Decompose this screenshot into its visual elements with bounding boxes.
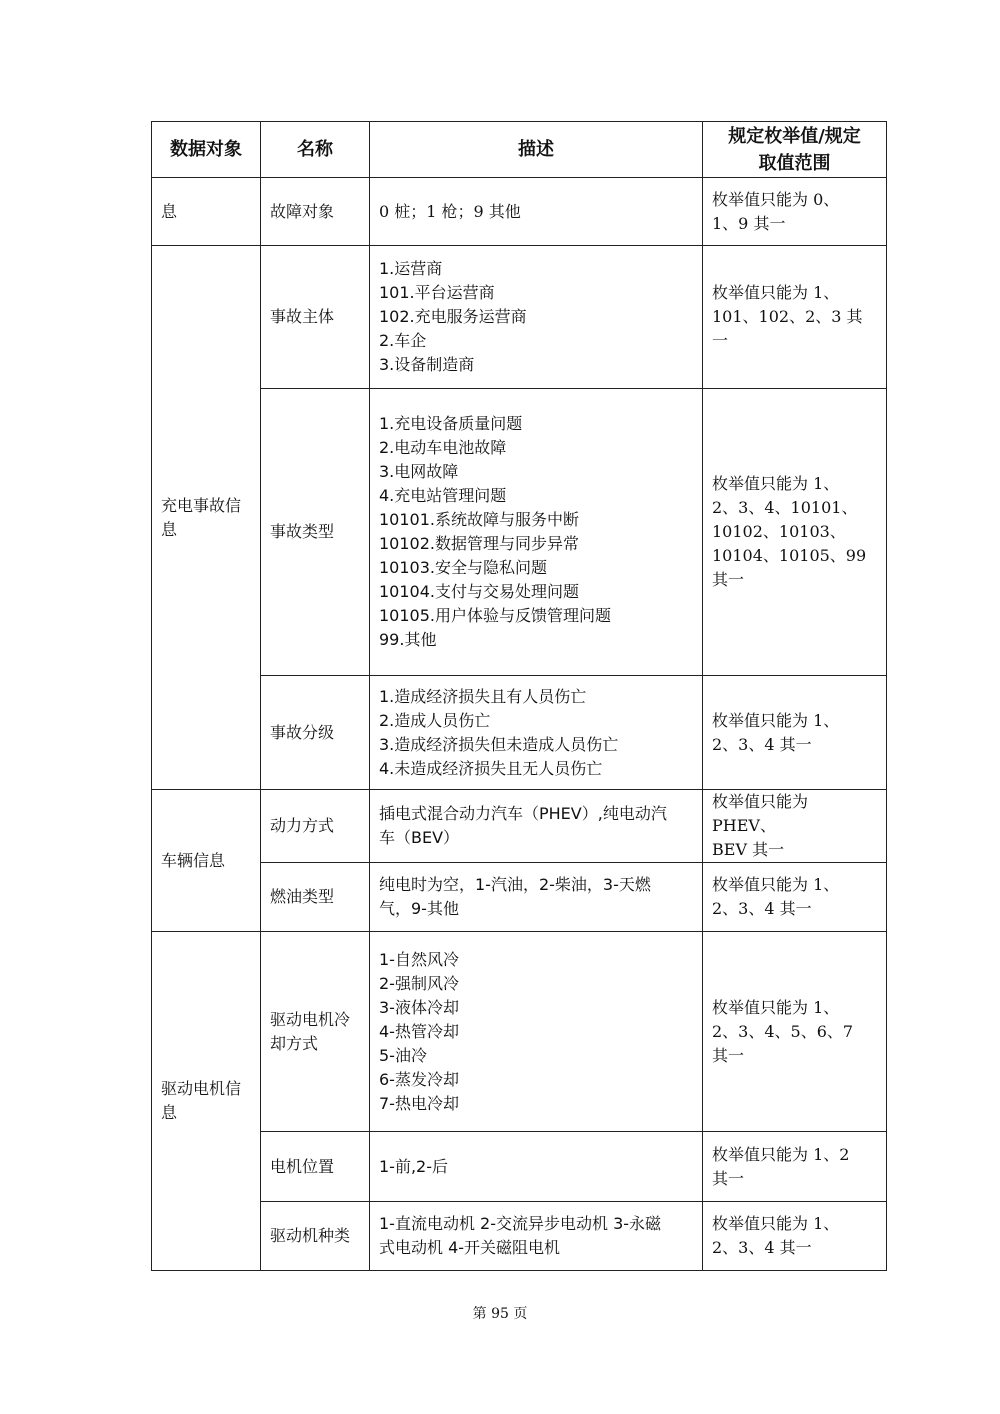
- value-line: 其一: [712, 1045, 745, 1065]
- field-value-range: [703, 246, 887, 389]
- value-line: 2、3、4 其一: [712, 1238, 812, 1257]
- field-description: [370, 932, 703, 1132]
- table-row: [152, 932, 887, 1132]
- field-description: [370, 676, 703, 790]
- header-enum-range: [703, 122, 887, 178]
- desc-line: 式电动机 4-开关磁阻电机: [379, 1238, 561, 1257]
- desc-line: 99.其他: [379, 630, 437, 649]
- desc-line: 3-液体冷却: [379, 997, 459, 1017]
- field-value-range: [703, 1202, 887, 1271]
- value-line: 其一: [712, 1168, 745, 1188]
- desc-line: 5-油冷: [379, 1045, 427, 1065]
- field-value-range: [703, 790, 887, 863]
- field-description: [370, 246, 703, 389]
- desc-line: 3.造成经济损失但未造成人员伤亡: [379, 734, 619, 754]
- value-line: 10102、10103、: [712, 522, 846, 541]
- desc-line: 4.未造成经济损失且无人员伤亡: [379, 758, 603, 778]
- value-line: 一: [712, 331, 729, 350]
- value-line: 枚举值只能为 1、: [712, 710, 840, 730]
- value-line: 枚举值只能为 1、: [712, 1214, 840, 1233]
- field-name: 事故类型: [261, 389, 370, 676]
- desc-line: 1-自然风冷: [379, 949, 459, 969]
- desc-line: 10103.安全与隐私问题: [379, 558, 547, 577]
- header-description: 描述: [370, 122, 703, 178]
- field-description: 0 桩；1 枪；9 其他: [370, 178, 703, 246]
- desc-line: 车（BEV）: [379, 828, 460, 847]
- value-line: BEV 其一: [712, 840, 785, 859]
- field-value-range: [703, 676, 887, 790]
- field-description: [370, 790, 703, 863]
- field-name: 事故主体: [261, 246, 370, 389]
- value-line: 枚举值只能为 1、: [712, 283, 840, 302]
- value-line: 2、3、4、10101、: [712, 498, 858, 517]
- object-cell: 息: [152, 178, 261, 246]
- desc-line: 插电式混合动力汽车（PHEV）,纯电动汽: [379, 804, 667, 823]
- value-line: 其一: [712, 570, 745, 589]
- table-row: [152, 790, 887, 863]
- field-name: 故障对象: [261, 178, 370, 246]
- desc-line: 气，9-其他: [379, 899, 459, 918]
- desc-line: 2.车企: [379, 331, 427, 350]
- field-name: 事故分级: [261, 676, 370, 790]
- desc-line: 纯电时为空，1-汽油，2-柴油，3-天燃: [379, 875, 651, 894]
- value-line: 枚举值只能为 1、: [712, 474, 840, 493]
- header-data-object: 数据对象: [152, 122, 261, 178]
- field-value-range: [703, 932, 887, 1132]
- value-line: 2、3、4 其一: [712, 899, 812, 918]
- table-row: [152, 1132, 887, 1202]
- value-line: 1、9 其一: [712, 213, 786, 233]
- desc-line: 4-热管冷却: [379, 1021, 459, 1041]
- desc-line: 2-强制风冷: [379, 973, 459, 993]
- field-value-range: [703, 863, 887, 932]
- header-name: 名称: [261, 122, 370, 178]
- desc-line: 4.充电站管理问题: [379, 486, 507, 505]
- desc-line: 1-直流电动机 2-交流异步电动机 3-永磁: [379, 1214, 662, 1233]
- header-enum-line: 规定枚举值/规定: [728, 125, 861, 147]
- table-row: [152, 389, 887, 676]
- field-value-range: [703, 389, 887, 676]
- field-description: [370, 863, 703, 932]
- desc-line: 6-蒸发冷却: [379, 1069, 459, 1089]
- desc-line: 2.造成人员伤亡: [379, 710, 491, 730]
- value-line: 枚举值只能为 0、: [712, 189, 840, 209]
- desc-line: 1.运营商: [379, 259, 443, 278]
- spec-table: [151, 121, 887, 1271]
- value-line: 10104、10105、99: [712, 546, 867, 565]
- desc-line: 7-热电冷却: [379, 1093, 459, 1113]
- desc-line: 101.平台运营商: [379, 283, 495, 302]
- field-value-range: [703, 178, 887, 246]
- field-description: 1-前,2-后: [370, 1132, 703, 1202]
- table-row: [152, 246, 887, 389]
- value-line: 枚举值只能为 PHEV、: [712, 792, 809, 835]
- desc-line: 10102.数据管理与同步异常: [379, 534, 579, 553]
- object-cell-accident: 充电事故信息: [152, 246, 261, 790]
- value-line: 101、102、2、3 其: [712, 307, 863, 326]
- value-line: 2、3、4、5、6、7: [712, 1021, 854, 1041]
- field-name: 驱动机种类: [261, 1202, 370, 1271]
- header-enum-line: 取值范围: [758, 152, 831, 174]
- desc-line: 1.充电设备质量问题: [379, 414, 523, 433]
- page-number: 第 95 页: [472, 1306, 528, 1322]
- field-name: 驱动电机冷却方式: [261, 932, 370, 1132]
- table-row: [152, 863, 887, 932]
- value-line: 2、3、4 其一: [712, 734, 812, 754]
- desc-line: 1.造成经济损失且有人员伤亡: [379, 686, 587, 706]
- desc-line: 10101.系统故障与服务中断: [379, 510, 579, 529]
- desc-line: 2.电动车电池故障: [379, 438, 507, 457]
- field-name: 电机位置: [261, 1132, 370, 1202]
- table-row: [152, 1202, 887, 1271]
- desc-line: 3.电网故障: [379, 462, 459, 481]
- value-line: 枚举值只能为 1、2: [712, 1144, 850, 1164]
- table-row: [152, 178, 887, 246]
- object-cell-vehicle: 车辆信息: [152, 790, 261, 932]
- field-description: [370, 1202, 703, 1271]
- desc-line: 3.设备制造商: [379, 355, 475, 374]
- value-line: 枚举值只能为 1、: [712, 875, 840, 894]
- field-description: [370, 389, 703, 676]
- object-cell-motor: 驱动电机信息: [152, 932, 261, 1271]
- table-header-row: [152, 122, 887, 178]
- value-line: 枚举值只能为 1、: [712, 997, 840, 1017]
- field-value-range: [703, 1132, 887, 1202]
- desc-line: 102.充电服务运营商: [379, 307, 527, 326]
- field-name: 燃油类型: [261, 863, 370, 932]
- desc-line: 10105.用户体验与反馈管理问题: [379, 606, 611, 625]
- desc-line: 10104.支付与交易处理问题: [379, 582, 579, 601]
- field-name: 动力方式: [261, 790, 370, 863]
- table-row: [152, 676, 887, 790]
